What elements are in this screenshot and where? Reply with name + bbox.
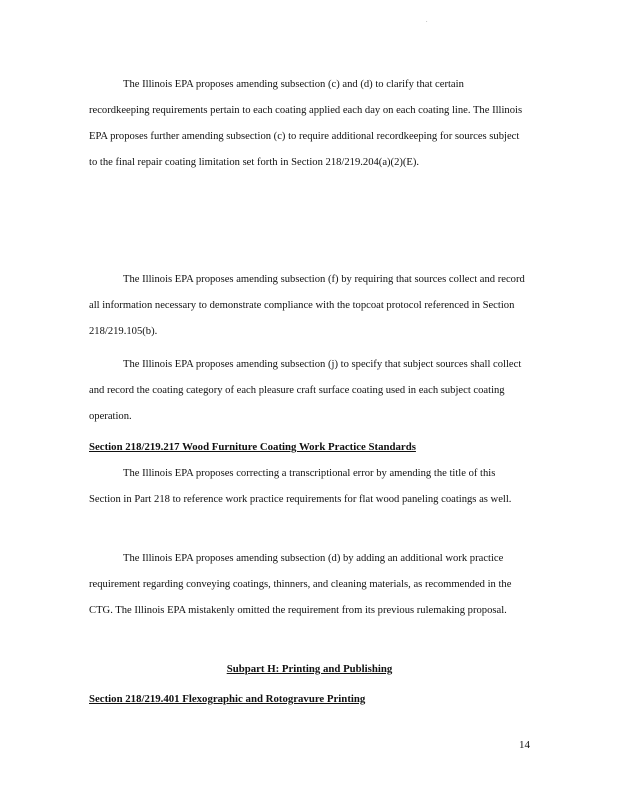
paragraph-title-correction [89, 461, 525, 513]
paragraph-topcoat-protocol [89, 267, 525, 345]
paragraph-text: The Illinois EPA proposes amending subsection (j) to specify that subject sources shall collect and record the coating category of each pleasure craft surface coating used in each subject coating operation. [89, 359, 522, 422]
paragraph-text: The Illinois EPA proposes amending subsection (f) by requiring that sources collect and record all information necessary to demonstrate compliance with the topcoat protocol referenced in Section 218/219.105(b). [89, 274, 525, 337]
section-heading-401: Section 218/219.401 Flexographic and Rotogravure Printing [89, 693, 366, 705]
paragraph-pleasure-craft [89, 352, 525, 430]
paragraph-recordkeeping [89, 72, 525, 176]
subpart-heading-h: Subpart H: Printing and Publishing [226, 663, 393, 675]
section-heading-217: Section 218/219.217 Wood Furniture Coating Work Practice Standards [89, 441, 416, 453]
page-number: 14 [519, 739, 530, 751]
paragraph-text: The Illinois EPA proposes amending subsection (c) and (d) to clarify that certain recordkeeping requirements pertain to each coating applied each day on each coating line. The Illinois EPA proposes further amending subsection (c) to require additional recordkeeping for sources subject to the final repair coating limitation set forth in Section 218/219.204(a)(2)(E). [89, 79, 523, 168]
paragraph-text: The Illinois EPA proposes correcting a transcriptional error by amending the title of this Section in Part 218 to reference work practice requirements for flat wood paneling coatings as well. [89, 468, 512, 505]
paragraph-text: The Illinois EPA proposes amending subsection (d) by adding an additional work practice requirement regarding conveying coatings, thinners, and cleaning materials, as recommended in the CTG. The Illinois EPA mistakenly omitted the requirement from its previous rulemaking proposal. [89, 553, 512, 616]
corner-mark: . [426, 18, 428, 24]
paragraph-work-practice [89, 546, 525, 624]
